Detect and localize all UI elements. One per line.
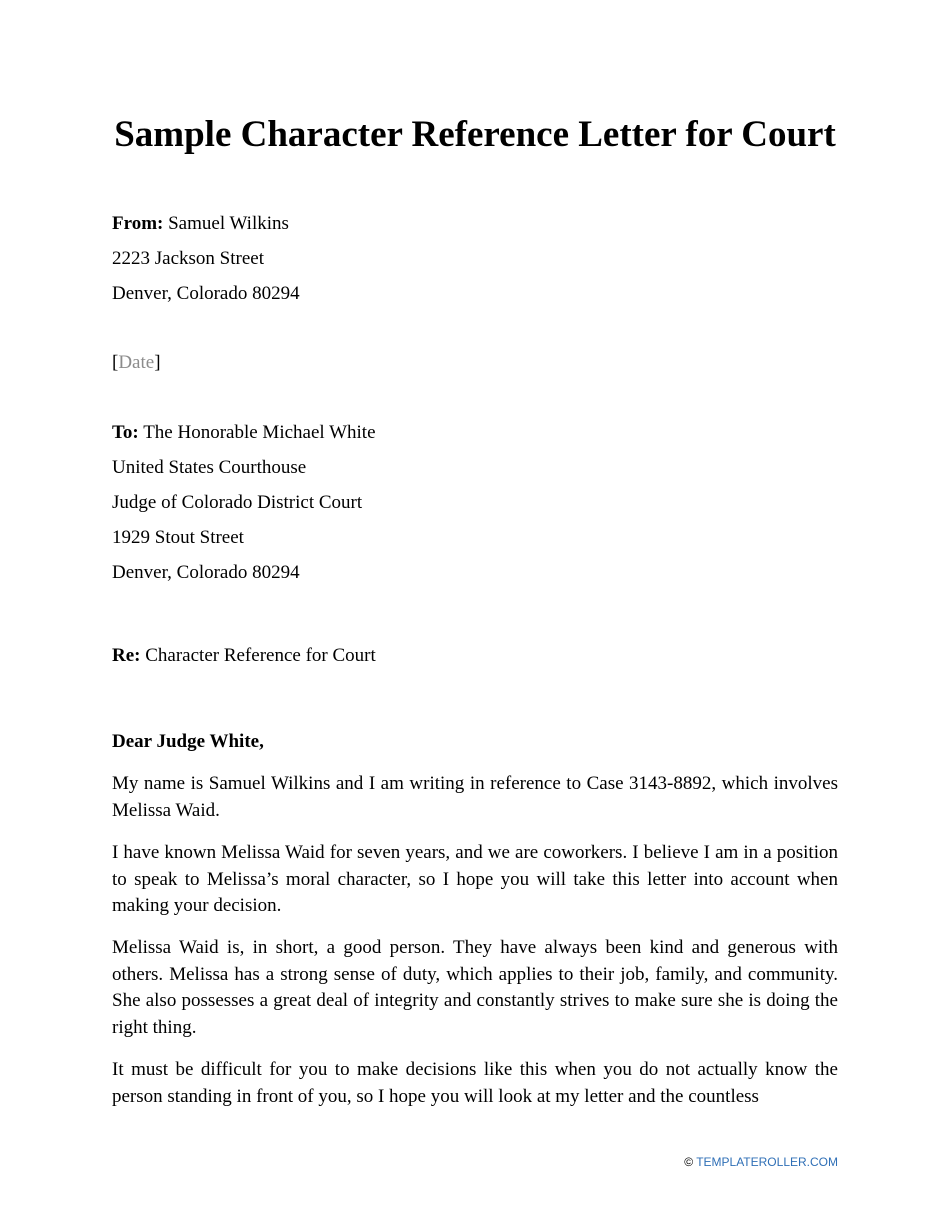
to-street: 1929 Stout Street xyxy=(112,527,244,548)
from-name: Samuel Wilkins xyxy=(168,213,289,234)
re-line xyxy=(112,645,376,667)
copyright-symbol: © xyxy=(684,1155,694,1169)
to-city: Denver, Colorado 80294 xyxy=(112,562,300,583)
re-label: Re: xyxy=(112,645,141,666)
date-open-bracket: [ xyxy=(112,352,119,373)
date-placeholder: Date xyxy=(118,352,155,373)
body-paragraph-2: I have known Melissa Waid for seven years, and we are coworkers. I believe I am in a position to speak to Melissa’s moral character, so I hope you will take this letter into account when making your decision. xyxy=(112,842,838,916)
body-paragraph-1: My name is Samuel Wilkins and I am writing in reference to Case 3143-8892, which involves Melissa Waid. xyxy=(112,773,838,821)
to-label: To: xyxy=(112,422,139,443)
salutation: Dear Judge White, xyxy=(112,731,264,752)
from-city: Denver, Colorado 80294 xyxy=(112,283,300,304)
body-paragraph-3: Melissa Waid is, in short, a good person. They have always been kind and generous with others. Melissa has a strong sense of duty, which applies to their job, family, and community. She also possesses a great deal of integrity and constantly strives to make sure she is doing the right thing. xyxy=(112,937,838,1038)
footer-credit xyxy=(684,1155,838,1169)
from-street: 2223 Jackson Street xyxy=(112,248,264,269)
date-field[interactable] xyxy=(112,352,161,374)
date-close-bracket: ] xyxy=(154,352,161,373)
from-label: From: xyxy=(112,213,164,234)
to-name: The Honorable Michael White xyxy=(143,422,376,443)
to-line-3: Judge of Colorado District Court xyxy=(112,492,363,513)
page-title: Sample Character Reference Letter for Court xyxy=(114,114,836,155)
to-line-2: United States Courthouse xyxy=(112,457,307,478)
re-subject: Character Reference for Court xyxy=(145,645,376,666)
body-paragraph-4: It must be difficult for you to make decisions like this when you do not actually know the person standing in front of you, so I hope you will look at my letter and the countless xyxy=(112,1059,838,1107)
to-line xyxy=(112,422,376,444)
templateroller-link[interactable]: TEMPLATEROLLER.COM xyxy=(696,1155,838,1169)
from-line xyxy=(112,213,289,235)
